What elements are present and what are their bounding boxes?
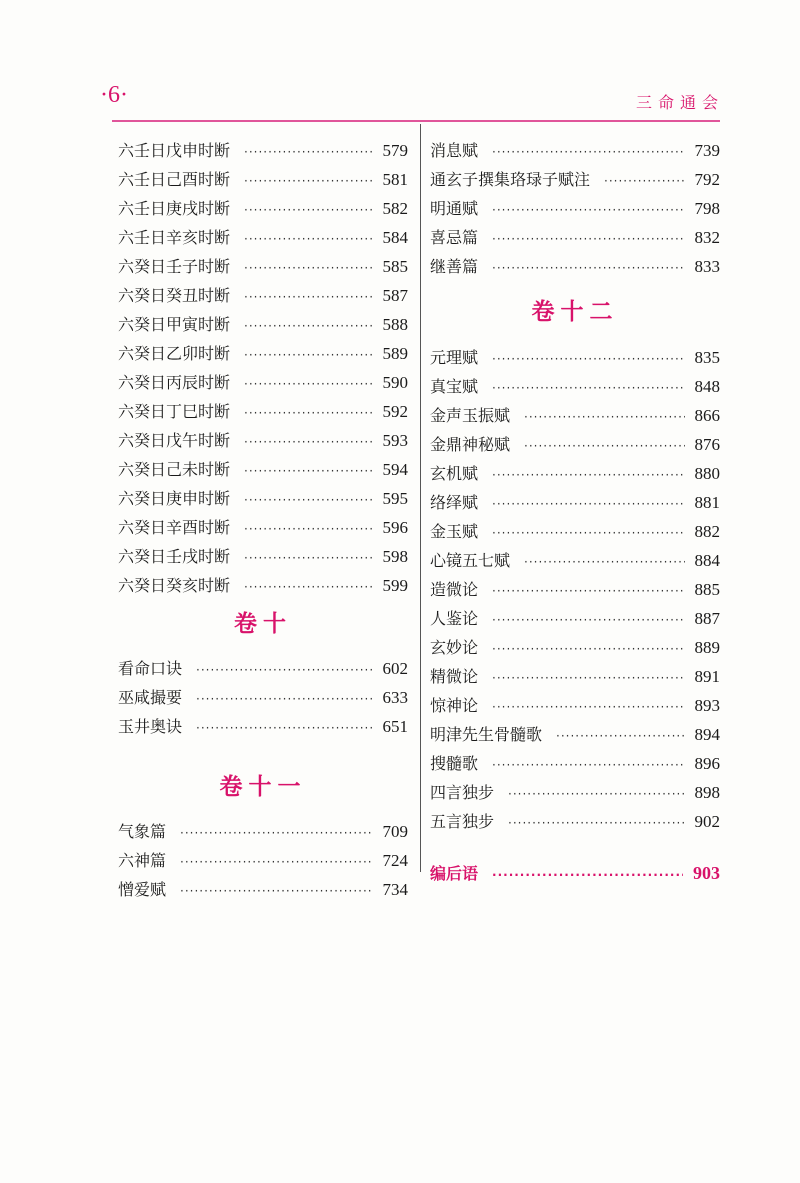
toc-entry[interactable]	[430, 372, 720, 401]
afterword-title: 编后语	[430, 864, 479, 883]
leader-dots	[244, 370, 372, 399]
toc-entry[interactable]	[118, 712, 408, 741]
leader-dots	[492, 461, 684, 490]
leader-dots	[508, 780, 684, 809]
toc-entry-title: 六癸日癸丑时断	[118, 286, 231, 305]
leader-dots	[180, 848, 372, 877]
toc-entry-title: 六癸日壬戌时断	[118, 547, 231, 566]
toc-entry[interactable]	[118, 223, 408, 252]
toc-entry[interactable]	[430, 546, 720, 575]
leader-dots	[492, 196, 684, 225]
toc-entry-page: 579	[382, 141, 408, 160]
toc-entry-page: 882	[694, 522, 720, 541]
toc-entry[interactable]	[430, 720, 720, 749]
toc-entry-title: 金鼎神秘赋	[430, 435, 511, 454]
toc-entry[interactable]	[430, 194, 720, 223]
toc-entry-page: 584	[382, 228, 408, 247]
toc-entry-title: 六癸日庚申时断	[118, 489, 231, 508]
toc-entry[interactable]	[118, 281, 408, 310]
toc-entry-page: 594	[382, 460, 408, 479]
leader-dots	[244, 544, 372, 573]
toc-entry-page: 881	[694, 493, 720, 512]
toc-entry-page: 880	[694, 464, 720, 483]
leader-dots	[244, 283, 372, 312]
toc-entry-title: 真宝赋	[430, 377, 479, 396]
leader-dots	[604, 167, 684, 196]
toc-entry-title: 六壬日辛亥时断	[118, 228, 231, 247]
toc-entry-title: 六壬日庚戌时断	[118, 199, 231, 218]
toc-entry[interactable]	[118, 513, 408, 542]
toc-entry-title: 六癸日辛酉时断	[118, 518, 231, 537]
toc-entry[interactable]	[430, 459, 720, 488]
leader-dots	[244, 167, 372, 196]
toc-entry-title: 看命口诀	[118, 659, 183, 678]
toc-entry[interactable]	[430, 633, 720, 662]
toc-entry-title: 气象篇	[118, 822, 167, 841]
toc-entry-page: 898	[694, 783, 720, 802]
leader-dots	[244, 486, 372, 515]
toc-list	[118, 654, 408, 741]
toc-entry[interactable]	[430, 430, 720, 459]
leader-dots	[492, 635, 684, 664]
toc-entry[interactable]	[118, 571, 408, 600]
leader-dots	[244, 428, 372, 457]
toc-entry[interactable]	[118, 194, 408, 223]
toc-entry[interactable]	[118, 455, 408, 484]
volume-11-heading: 卷十一	[219, 774, 307, 800]
leader-dots	[196, 714, 372, 743]
toc-entry-page: 590	[382, 373, 408, 392]
leader-dots	[244, 457, 372, 486]
toc-entry[interactable]	[118, 426, 408, 455]
toc-entry[interactable]	[430, 165, 720, 194]
toc-entry-page: 832	[694, 228, 720, 247]
toc-entry[interactable]	[430, 252, 720, 281]
toc-entry-title: 金声玉振赋	[430, 406, 511, 425]
leader-dots	[196, 685, 372, 714]
toc-entry-page: 792	[694, 170, 720, 189]
leader-dots	[180, 877, 372, 906]
leader-dots	[244, 341, 372, 370]
toc-entry-title: 金玉赋	[430, 522, 479, 541]
leader-dots	[244, 312, 372, 341]
leader-dots	[492, 225, 684, 254]
toc-entry[interactable]	[118, 165, 408, 194]
toc-entry-title: 喜忌篇	[430, 228, 479, 247]
toc-entry[interactable]	[430, 778, 720, 807]
toc-entry[interactable]	[430, 575, 720, 604]
toc-entry[interactable]	[430, 604, 720, 633]
toc-entry-page: 889	[694, 638, 720, 657]
toc-entry[interactable]	[430, 517, 720, 546]
toc-entry-page: 724	[382, 851, 408, 870]
toc-entry-page: 891	[694, 667, 720, 686]
leader-dots	[180, 819, 372, 848]
toc-entry-title: 巫咸撮要	[118, 688, 183, 707]
toc-entry[interactable]	[430, 662, 720, 691]
toc-entry[interactable]	[118, 817, 408, 846]
toc-entry-title: 造微论	[430, 580, 479, 599]
toc-entry-title: 五言独步	[430, 812, 495, 831]
toc-entry-page: 588	[382, 315, 408, 334]
toc-entry[interactable]	[430, 223, 720, 252]
toc-entry[interactable]	[430, 343, 720, 372]
afterword-page: 903	[693, 863, 720, 883]
leader-dots	[492, 606, 684, 635]
toc-entry[interactable]	[118, 875, 408, 904]
toc-entry[interactable]	[430, 488, 720, 517]
toc-entry[interactable]	[430, 749, 720, 778]
toc-entry-title: 玄妙论	[430, 638, 479, 657]
toc-entry-title: 继善篇	[430, 257, 479, 276]
volume-10-heading: 卷十	[234, 611, 292, 637]
toc-entry-title: 六癸日丁巳时断	[118, 402, 231, 421]
toc-entry-title: 六癸日甲寅时断	[118, 315, 231, 334]
leader-dots	[492, 345, 684, 374]
toc-entry[interactable]	[118, 542, 408, 571]
toc-entry-page: 798	[694, 199, 720, 218]
toc-entry-title: 六癸日丙辰时断	[118, 373, 231, 392]
leader-dots	[492, 577, 684, 606]
toc-entry-page: 582	[382, 199, 408, 218]
toc-entry-page: 651	[382, 717, 408, 736]
leader-dots	[492, 374, 684, 403]
toc-entry-title: 搜髓歌	[430, 754, 479, 773]
toc-entry-page: 833	[694, 257, 720, 276]
toc-entry-page: 894	[694, 725, 720, 744]
header-rule	[112, 120, 720, 122]
toc-entry[interactable]	[118, 252, 408, 281]
column-divider	[420, 124, 421, 872]
toc-entry-title: 元理赋	[430, 348, 479, 367]
toc-entry-page: 709	[382, 822, 408, 841]
afterword-entry[interactable]	[430, 859, 720, 888]
toc-entry-title: 憎爱赋	[118, 880, 167, 899]
leader-dots	[244, 254, 372, 283]
toc-entry[interactable]	[118, 683, 408, 712]
leader-dots	[524, 403, 684, 432]
page-number: ·6·	[100, 82, 128, 108]
toc-entry-page: 734	[382, 880, 408, 899]
toc-entry-page: 587	[382, 286, 408, 305]
right-column	[430, 136, 720, 888]
leader-dots	[244, 399, 372, 428]
toc-entry-page: 585	[382, 257, 408, 276]
leader-dots	[492, 138, 684, 167]
leader-dots	[492, 519, 684, 548]
leader-dots	[492, 490, 684, 519]
toc-entry-page: 835	[694, 348, 720, 367]
toc-list	[118, 136, 408, 600]
toc-entry[interactable]	[118, 846, 408, 875]
toc-entry-page: 848	[694, 377, 720, 396]
toc-list	[118, 817, 408, 904]
toc-entry-page: 596	[382, 518, 408, 537]
toc-entry-page: 598	[382, 547, 408, 566]
toc-entry[interactable]	[118, 136, 408, 165]
toc-entry-title: 六癸日乙卯时断	[118, 344, 231, 363]
leader-dots	[244, 138, 372, 167]
toc-entry-page: 866	[694, 406, 720, 425]
leader-dots	[196, 656, 372, 685]
toc-entry[interactable]	[430, 807, 720, 836]
toc-entry-page: 602	[382, 659, 408, 678]
toc-entry-title: 惊神论	[430, 696, 479, 715]
toc-entry-page: 876	[694, 435, 720, 454]
toc-list	[430, 136, 720, 281]
toc-entry[interactable]	[430, 691, 720, 720]
toc-entry-page: 593	[382, 431, 408, 450]
toc-entry-page: 884	[694, 551, 720, 570]
leader-dots	[244, 196, 372, 225]
toc-entry-page: 739	[694, 141, 720, 160]
leader-dots	[524, 432, 684, 461]
toc-entry-title: 消息赋	[430, 141, 479, 160]
toc-entry-title: 六癸日癸亥时断	[118, 576, 231, 595]
toc-entry[interactable]	[118, 397, 408, 426]
toc-entry-title: 六壬日戊申时断	[118, 141, 231, 160]
toc-entry-title: 络绎赋	[430, 493, 479, 512]
toc-entry-page: 887	[694, 609, 720, 628]
toc-entry-title: 明津先生骨髓歌	[430, 725, 543, 744]
toc-entry-page: 896	[694, 754, 720, 773]
toc-list	[430, 343, 720, 836]
toc-entry-title: 明通赋	[430, 199, 479, 218]
leader-dots	[556, 722, 684, 751]
toc-entry[interactable]	[118, 368, 408, 397]
toc-entry-page: 599	[382, 576, 408, 595]
toc-entry-title: 四言独步	[430, 783, 495, 802]
leader-dots	[244, 515, 372, 544]
toc-entry-title: 六神篇	[118, 851, 167, 870]
toc-entry-title: 六癸日壬子时断	[118, 257, 231, 276]
toc-entry-page: 893	[694, 696, 720, 715]
toc-entry-title: 精微论	[430, 667, 479, 686]
toc-entry-page: 633	[382, 688, 408, 707]
leader-dots	[524, 548, 684, 577]
toc-entry-title: 六癸日己未时断	[118, 460, 231, 479]
toc-entry[interactable]	[118, 484, 408, 513]
leader-dots	[508, 809, 684, 838]
toc-entry-page: 595	[382, 489, 408, 508]
toc-entry-page: 902	[694, 812, 720, 831]
toc-entry[interactable]	[118, 654, 408, 683]
toc-entry-page: 589	[382, 344, 408, 363]
toc-entry-title: 六癸日戊午时断	[118, 431, 231, 450]
toc-entry-title: 心镜五七赋	[430, 551, 511, 570]
toc-entry-page: 581	[382, 170, 408, 189]
leader-dots	[244, 573, 372, 602]
leader-dots	[492, 751, 684, 780]
toc-entry-page: 885	[694, 580, 720, 599]
toc-entry[interactable]	[430, 401, 720, 430]
leader-dots	[492, 664, 684, 693]
left-column	[118, 136, 408, 904]
toc-entry-title: 玄机赋	[430, 464, 479, 483]
leader-dots	[492, 254, 684, 283]
toc-entry-page: 592	[382, 402, 408, 421]
toc-entry-title: 人鉴论	[430, 609, 479, 628]
volume-12-heading: 卷十二	[531, 299, 619, 325]
leader-dots	[492, 861, 683, 890]
book-title: 三命通会	[635, 93, 724, 112]
toc-entry-title: 通玄子撰集珞琭子赋注	[430, 170, 591, 189]
leader-dots	[492, 693, 684, 722]
leader-dots	[244, 225, 372, 254]
toc-entry[interactable]	[118, 310, 408, 339]
toc-entry[interactable]	[118, 339, 408, 368]
toc-entry-title: 玉井奥诀	[118, 717, 183, 736]
toc-entry-title: 六壬日己酉时断	[118, 170, 231, 189]
toc-entry[interactable]	[430, 136, 720, 165]
